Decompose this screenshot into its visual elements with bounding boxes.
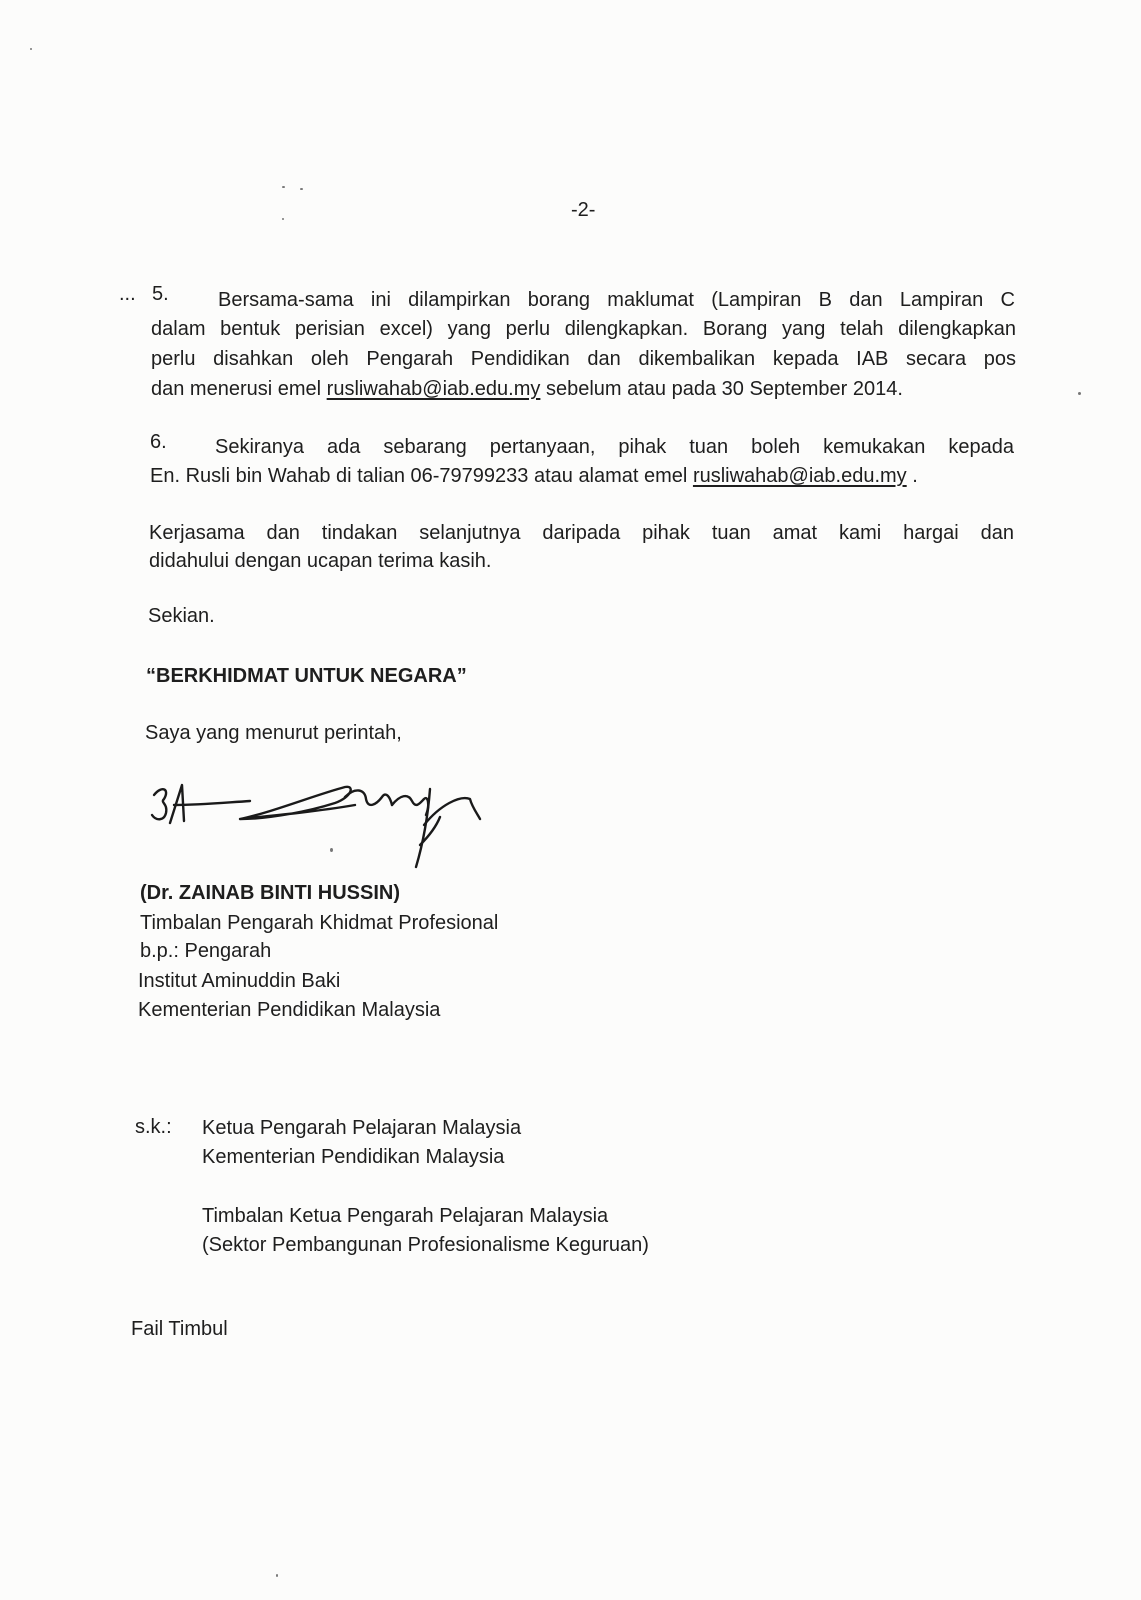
scan-speck bbox=[30, 48, 32, 50]
para5-number: 5. bbox=[152, 283, 169, 305]
para5-text-line4-post: sebelum atau pada 30 September 2014. bbox=[540, 378, 903, 400]
sk-recipient2-line2: (Sektor Pembangunan Profesionalisme Keguruan) bbox=[202, 1234, 649, 1256]
para5-text-line1: Bersama-sama ini dilampirkan borang maklumat (Lampiran B dan Lampiran C bbox=[218, 289, 1015, 311]
sk-recipient2-line1: Timbalan Ketua Pengarah Pelajaran Malaysia bbox=[202, 1205, 609, 1227]
para5-text-line4-pre: dan menerusi emel bbox=[151, 378, 327, 400]
motto: “BERKHIDMAT UNTUK NEGARA” bbox=[146, 665, 467, 687]
sk-label: s.k.: bbox=[135, 1116, 172, 1138]
para6-text-line2-pre: En. Rusli bin Wahab di talian 06-79799233 atau alamat emel bbox=[150, 465, 693, 487]
page-number: -2- bbox=[571, 199, 596, 221]
signatory-bp: b.p.: Pengarah bbox=[140, 940, 272, 962]
para6-email-link[interactable]: rusliwahab@iab.edu.my bbox=[692, 465, 907, 487]
para6-line1 bbox=[215, 433, 1014, 463]
para6-text-line1: Sekiranya ada sebarang pertanyaan, pihak tuan boleh kemukakan kepada bbox=[215, 436, 1014, 458]
closing-line2: didahului dengan ucapan terima kasih. bbox=[149, 550, 492, 572]
para6-text-line2-post: . bbox=[906, 465, 918, 487]
signatory-institute: Institut Aminuddin Baki bbox=[138, 970, 341, 992]
closing-line1: Kerjasama dan tindakan selanjutnya daripada pihak tuan amat kami hargai dan bbox=[149, 522, 1014, 544]
closing-paragraph bbox=[149, 519, 1014, 549]
signatory-title: Timbalan Pengarah Khidmat Profesional bbox=[140, 912, 499, 934]
scan-speck bbox=[282, 218, 284, 220]
para5-email-link[interactable]: rusliwahab@iab.edu.my bbox=[326, 378, 541, 400]
scan-speck bbox=[1078, 392, 1081, 395]
para5-text-line2: dalam bentuk perisian excel) yang perlu dilengkapkan. Borang yang telah dilengkapkan bbox=[151, 318, 1016, 340]
scan-speck bbox=[300, 188, 303, 190]
para5-line1 bbox=[218, 286, 1015, 316]
sk-recipient1-line2: Kementerian Pendidikan Malaysia bbox=[202, 1146, 505, 1168]
continuation-mark: ... bbox=[119, 283, 136, 305]
para6-line2 bbox=[150, 462, 918, 491]
signatory-name: (Dr. ZAINAB BINTI HUSSIN) bbox=[140, 882, 400, 904]
signatory-ministry: Kementerian Pendidikan Malaysia bbox=[138, 999, 441, 1021]
scan-speck bbox=[276, 1574, 278, 1577]
file-reference: Fail Timbul bbox=[131, 1318, 228, 1340]
sekian-text: Sekian. bbox=[148, 605, 215, 627]
para5-line4 bbox=[151, 375, 903, 404]
para6-number: 6. bbox=[150, 431, 167, 453]
saya-text: Saya yang menurut perintah, bbox=[145, 722, 402, 744]
signature-image bbox=[140, 775, 500, 885]
scan-speck bbox=[282, 186, 285, 188]
sk-recipient1-line1: Ketua Pengarah Pelajaran Malaysia bbox=[202, 1117, 522, 1139]
para5-text-line3: perlu disahkan oleh Pengarah Pendidikan dan dikembalikan kepada IAB secara pos bbox=[151, 347, 1016, 370]
para5-body bbox=[151, 315, 1016, 374]
